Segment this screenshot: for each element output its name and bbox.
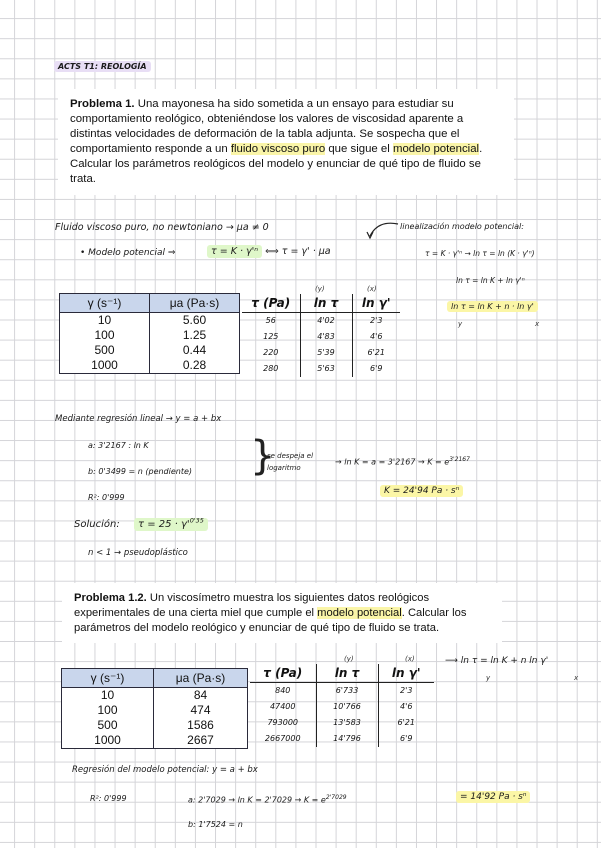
regression-1-solve-exp: 3'2167 <box>449 456 470 463</box>
table-row <box>60 328 240 343</box>
table-cell: 10 <box>62 688 154 704</box>
problem-2-text-b: . Calcular los parámetros del modelo reológico y enunciar de qué tipo de fluido se trata. <box>74 606 467 634</box>
table-row <box>250 699 434 715</box>
hand-table-2-header-ln-gamma: ln γ' <box>378 664 434 683</box>
regression-2-a-exp: 2'7029 <box>325 794 347 801</box>
hand-table-2-y-label: (y) <box>344 655 354 663</box>
highlight-fluido-viscoso: fluido viscoso puro <box>230 143 326 156</box>
table-cell: 0.44 <box>150 343 240 358</box>
solution-label: Solución: <box>74 519 120 530</box>
hand-table-1-header-tau: τ (Pa) <box>242 294 300 313</box>
table-cell: 474 <box>154 703 248 718</box>
solution-n-note: n < 1 → pseudoplástico <box>88 548 188 558</box>
table-1-header-mu: μa (Pa·s) <box>150 294 240 313</box>
hand-table-2 <box>250 664 434 747</box>
table-cell: 1000 <box>60 358 150 374</box>
table-cell: 5.60 <box>150 313 240 329</box>
table-row <box>242 361 400 377</box>
problem-1-text-a: Una mayonesa ha sido sometida a un ensayo para estudiar su comportamiento reológico, obteniéndose los valores de viscosidad aparente a distintas velocidades de deformación de la tabla adjunta. Se sospecha que el comportamiento responde a un <box>70 98 464 156</box>
regression-2-b: b: 1'7524 = n <box>188 820 243 829</box>
note-linearization-title: linealización modelo potencial: <box>400 222 524 231</box>
table-row <box>62 688 248 704</box>
hand-table-1-header-ln-tau: ln τ <box>300 294 352 313</box>
table-cell: 6'21 <box>352 345 400 361</box>
problem-1-label: Problema 1. <box>70 98 135 110</box>
curved-arrow-icon <box>358 218 402 244</box>
regression-1-title: Mediante regresión lineal → y = a + bx <box>55 414 222 424</box>
highlight-modelo-potencial: modelo potencial <box>392 143 480 156</box>
regression-1-a: a: 3'2167 : ln K <box>88 441 149 450</box>
table-cell: 6'9 <box>378 731 434 747</box>
table-cell: 56 <box>265 316 276 326</box>
hand-table-2-side-equation: ⟶ ln τ = ln K + n ln γ' <box>445 656 549 666</box>
solution-equation-text: τ = 25 · γ' <box>138 519 190 531</box>
table-cell: 2667 <box>154 733 248 749</box>
table-cell: 84 <box>154 688 248 704</box>
table-cell: 10'766 <box>316 699 378 715</box>
model-equation-highlight: τ = K · γ'ⁿ <box>207 245 262 258</box>
data-table-1 <box>59 293 240 374</box>
table-cell: 220 <box>263 348 279 357</box>
table-cell: 500 <box>60 343 150 358</box>
table-2-header-gamma: γ (s⁻¹) <box>62 669 154 688</box>
regression-1-brace: } <box>250 433 276 479</box>
hand-table-1-y-label: (y) <box>315 285 325 293</box>
linearization-step-3-highlight: ln τ = ln K + n · ln γ' <box>447 301 538 312</box>
table-cell: 6'733 <box>316 683 378 699</box>
table-cell: 4'6 <box>352 329 400 345</box>
problem-1-text-c: . Calcular los parámetros reológicos del modelo y enunciar de qué tipo de fluido se trata. <box>70 143 483 186</box>
table-cell: 4'02 <box>300 313 352 329</box>
table-cell: 100 <box>62 703 154 718</box>
model-label: • Modelo potencial ⇒ <box>80 248 176 258</box>
table-cell: 14'796 <box>316 731 378 747</box>
note-fluid-type: Fluido viscoso puro, no newtoniano → μa ≠ 0 <box>55 222 269 233</box>
table-cell: 100 <box>60 328 150 343</box>
data-table-2 <box>61 668 248 749</box>
regression-1-r2: R²: 0'999 <box>88 493 125 502</box>
table-cell: 47400 <box>270 702 296 711</box>
solution-equation <box>134 517 208 530</box>
table-cell: 840 <box>275 686 291 696</box>
page-header: ACTS T1: REOLOGÍA <box>54 61 151 72</box>
table-cell: 125 <box>263 332 279 341</box>
regression-1-k-result <box>380 486 463 496</box>
table-cell: 2667000 <box>264 734 301 743</box>
table-cell: 5'39 <box>300 345 352 361</box>
hand-table-1-header-ln-gamma: ln γ' <box>352 294 400 313</box>
table-row <box>250 683 434 699</box>
table-row <box>60 313 240 329</box>
table-cell: 2'3 <box>352 313 400 329</box>
table-cell: 6'9 <box>352 361 400 377</box>
regression-1-solve <box>335 456 470 467</box>
regression-1-k-highlight: K = 24'94 Pa · sⁿ <box>380 485 463 497</box>
table-row <box>62 703 248 718</box>
problem-2-label: Problema 1.2. <box>74 592 147 604</box>
problem-2-statement <box>62 583 502 643</box>
model-equation <box>207 246 331 257</box>
linearization-step-1: τ = K · γ'ⁿ → ln τ = ln (K · γ'ⁿ) <box>425 249 535 258</box>
highlight-modelo-potencial-2: modelo potencial <box>317 606 402 619</box>
hand-table-2-x-label: (x) <box>405 655 415 663</box>
linearization-step-3 <box>447 302 538 311</box>
hand-table-2-y-marker: y <box>486 674 491 682</box>
model-equation-alt: ⟺ τ = γ' · μa <box>265 246 331 257</box>
table-cell: 13'583 <box>316 715 378 731</box>
table-cell: 10 <box>60 313 150 329</box>
hand-table-2-header-tau: τ (Pa) <box>250 664 316 683</box>
table-row <box>60 343 240 358</box>
hand-table-1 <box>242 294 400 377</box>
table-cell: 1586 <box>154 718 248 733</box>
table-row <box>242 345 400 361</box>
table-row <box>60 358 240 374</box>
y-marker: y <box>458 320 463 328</box>
regression-1-solve-text: → ln K = a = 3'2167 → K = e <box>335 457 450 467</box>
table-row <box>62 733 248 749</box>
table-cell: 500 <box>62 718 154 733</box>
table-cell: 4'83 <box>300 329 352 345</box>
table-cell: 793000 <box>267 718 299 727</box>
table-row <box>250 731 434 747</box>
table-row <box>62 718 248 733</box>
table-1-header-gamma: γ (s⁻¹) <box>60 294 150 313</box>
regression-2-a <box>188 794 347 805</box>
table-cell: 0.28 <box>150 358 240 374</box>
problem-1-text-b: que sigue el <box>325 143 393 156</box>
hand-table-1-x-label: (x) <box>367 285 377 293</box>
regression-2-a-text: a: 2'7029 → ln K = 2'7029 → K = e <box>188 795 326 805</box>
table-row <box>242 329 400 345</box>
x-marker: x <box>535 320 540 328</box>
regression-1-b: b: 0'3499 = n (pendiente) <box>88 467 193 476</box>
hand-table-2-header-ln-tau: ln τ <box>316 664 378 683</box>
regression-2-title: Regresión del modelo potencial: y = a + bx <box>72 765 258 775</box>
regression-1-brace-note: se despeja el logaritmo <box>267 452 314 472</box>
table-cell: 1.25 <box>150 328 240 343</box>
linearization-step-2: ln τ = ln K + ln γ'ⁿ <box>456 276 525 285</box>
hand-table-2-x-marker: x <box>574 674 579 682</box>
regression-2-r2: R²: 0'999 <box>90 794 127 803</box>
problem-1-statement <box>58 89 514 195</box>
table-cell: 280 <box>263 364 279 373</box>
regression-2-k-result <box>456 792 530 802</box>
table-cell: 6'21 <box>378 715 434 731</box>
solution-equation-exp: 0'35 <box>189 517 204 525</box>
table-cell: 2'3 <box>378 683 434 699</box>
table-2-header-mu: μa (Pa·s) <box>154 669 248 688</box>
table-cell: 5'63 <box>300 361 352 377</box>
problem-2-text-a: Un viscosímetro muestra los siguientes datos reológicos experimentales de una cierta miel que cumple el <box>74 592 430 619</box>
table-cell: 1000 <box>62 733 154 749</box>
table-row <box>250 715 434 731</box>
regression-2-k-highlight: = 14'92 Pa · sⁿ <box>456 791 530 803</box>
table-cell: 4'6 <box>378 699 434 715</box>
table-row <box>242 313 400 329</box>
solution-equation-highlight <box>134 518 208 531</box>
